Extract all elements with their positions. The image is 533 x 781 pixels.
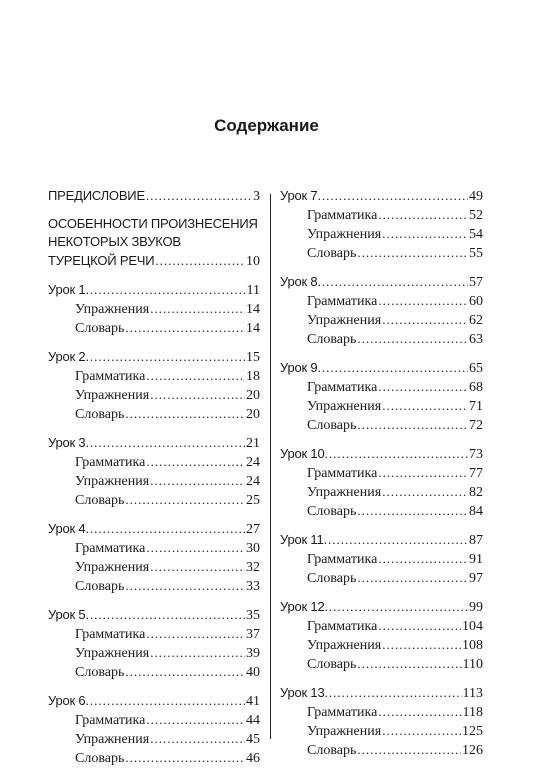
toc-entry-lesson[interactable] (48, 347, 260, 366)
toc-entry-label: Словарь (307, 332, 357, 347)
toc-page-number: 45 (246, 732, 260, 747)
toc-entry-sub[interactable] (280, 616, 483, 635)
toc-entry-label: Грамматика (307, 380, 378, 395)
toc-page-number: 27 (246, 522, 260, 537)
toc-entry-label: Упражнения (75, 388, 150, 403)
toc-entry-sub[interactable] (280, 635, 483, 654)
toc-entry-sub[interactable] (48, 538, 260, 557)
toc-entry-sub[interactable] (280, 377, 483, 396)
toc-entry-sub[interactable] (280, 702, 483, 721)
toc-page-number: 71 (469, 399, 483, 414)
toc-page-number: 110 (462, 657, 483, 672)
toc-entry-label: НЕКОТОРЫХ ЗВУКОВ (48, 234, 181, 249)
toc-entry-label: Словарь (75, 493, 125, 508)
toc-entry-label: Упражнения (307, 313, 382, 328)
toc-entry-label: Грамматика (307, 466, 378, 481)
toc-entry-sub[interactable] (280, 415, 483, 434)
leader-dots (90, 691, 245, 710)
leader-dots (146, 366, 245, 385)
toc-entry-label: Грамматика (307, 294, 378, 309)
toc-entry-sub[interactable] (48, 557, 260, 576)
toc-entry-lesson[interactable] (48, 691, 260, 710)
toc-page-number: 49 (469, 189, 483, 204)
toc-column-right (280, 186, 483, 769)
toc-lesson-block (280, 444, 483, 520)
toc-entry-label: Упражнения (75, 646, 150, 661)
leader-dots (378, 377, 468, 396)
toc-entry-label: Словарь (75, 579, 125, 594)
leader-dots (146, 624, 245, 643)
leader-dots (125, 748, 245, 767)
toc-page-number: 62 (469, 313, 483, 328)
toc-lesson-block (280, 358, 483, 434)
toc-page-number: 35 (246, 608, 260, 623)
toc-entry-sub[interactable] (280, 310, 483, 329)
toc-lesson-block (48, 280, 260, 337)
toc-entry-label: Упражнения (307, 485, 382, 500)
toc-entry-lesson[interactable] (48, 605, 260, 624)
toc-entry-label: Грамматика (75, 455, 146, 470)
toc-page-number: 91 (469, 552, 483, 567)
leader-dots (90, 433, 245, 452)
toc-entry-label: Урок 3. (48, 435, 89, 450)
toc-entry-sub[interactable] (280, 482, 483, 501)
toc-page-number: 18 (246, 369, 260, 384)
toc-page-number: 63 (469, 332, 483, 347)
toc-entry-sub[interactable] (48, 662, 260, 681)
leader-dots (357, 568, 468, 587)
toc-lesson-block (280, 683, 483, 759)
leader-dots (150, 729, 245, 748)
leader-dots (357, 243, 468, 262)
toc-page-number: 55 (469, 246, 483, 261)
leader-dots (378, 702, 461, 721)
leader-dots (378, 549, 468, 568)
toc-entry-sub[interactable] (48, 299, 260, 318)
toc-page-number: 126 (462, 743, 483, 758)
toc-page-number: 113 (462, 686, 483, 701)
toc-entry-label: Словарь (307, 246, 357, 261)
toc-entry-label: Грамматика (75, 541, 146, 556)
toc-entry-lesson[interactable] (48, 519, 260, 538)
toc-entry-sub[interactable] (280, 396, 483, 415)
toc-page-number: 46 (246, 751, 260, 766)
toc-page-number: 32 (246, 560, 260, 575)
toc-entry-lesson[interactable] (280, 186, 483, 205)
toc-entry-lesson[interactable] (280, 358, 483, 377)
toc-entry-label: Упражнения (307, 638, 382, 653)
leader-dots (90, 605, 245, 624)
toc-page-number: 40 (246, 665, 260, 680)
toc-entry-label: Урок 8. (280, 274, 321, 289)
toc-page-number: 41 (246, 694, 260, 709)
toc-page-number: 108 (462, 638, 483, 653)
leader-dots (322, 358, 468, 377)
leader-dots (382, 310, 468, 329)
toc-entry-lesson[interactable] (280, 444, 483, 463)
toc-entry-label: ТУРЕЦКОЙ РЕЧИ (48, 253, 155, 268)
toc-page-number: 37 (246, 627, 260, 642)
toc-entry-sub[interactable] (48, 748, 260, 767)
toc-page-number: 20 (246, 407, 260, 422)
toc-entry-label: Грамматика (75, 369, 146, 384)
leader-dots (378, 291, 468, 310)
toc-entry-sub[interactable] (48, 452, 260, 471)
toc-lesson-block (48, 605, 260, 681)
toc-page-number: 25 (246, 493, 260, 508)
toc-page-number: 24 (246, 455, 260, 470)
toc-entry-sub[interactable] (280, 224, 483, 243)
toc-entry-preface[interactable] (48, 186, 260, 205)
toc-page-number: 20 (246, 388, 260, 403)
leader-dots (382, 482, 468, 501)
toc-entry-label: Урок 12. (280, 599, 328, 614)
toc-entry-sub[interactable] (48, 624, 260, 643)
leader-dots (378, 205, 468, 224)
toc-page-number: 30 (246, 541, 260, 556)
toc-page-number: 82 (469, 485, 483, 500)
leader-dots (125, 318, 245, 337)
leader-dots (382, 635, 461, 654)
toc-entry-sub[interactable] (280, 568, 483, 587)
toc-entry-label: ОСОБЕННОСТИ ПРОИЗНЕСЕНИЯ (48, 216, 258, 231)
toc-entry-label: Словарь (75, 665, 125, 680)
toc-page-number: 52 (469, 208, 483, 223)
toc-entry-sub[interactable] (280, 654, 483, 673)
toc-entry-sub[interactable] (280, 243, 483, 262)
toc-entry-label: Урок 2. (48, 349, 89, 364)
toc-page-number: 33 (246, 579, 260, 594)
toc-page-number: 73 (469, 447, 483, 462)
toc-entry-label: Урок 6. (48, 693, 89, 708)
toc-entry-label: Словарь (75, 407, 125, 422)
leader-dots (146, 452, 245, 471)
leader-dots (382, 224, 468, 243)
leader-dots (322, 272, 468, 291)
toc-entry-label: Словарь (307, 571, 357, 586)
leader-dots (382, 396, 468, 415)
toc-entry-label: Словарь (307, 657, 357, 672)
toc-entry-label: Грамматика (75, 627, 146, 642)
toc-page-number: 44 (246, 713, 260, 728)
toc-page-number: 84 (469, 504, 483, 519)
toc-entry-label: Словарь (307, 743, 357, 758)
toc-page-number: 14 (246, 321, 260, 336)
leader-dots (382, 721, 461, 740)
toc-block-preface (48, 186, 260, 205)
toc-page-number: 15 (246, 350, 260, 365)
toc-page-number: 87 (469, 533, 483, 548)
leader-dots (146, 710, 245, 729)
toc-entry-sub[interactable] (48, 576, 260, 595)
toc-entry-label: Грамматика (307, 552, 378, 567)
toc-page-number: 77 (469, 466, 483, 481)
toc-page-number: 118 (462, 705, 483, 720)
toc-entry-sub[interactable] (48, 729, 260, 748)
leader-dots (90, 519, 245, 538)
toc-entry-label: Урок 5. (48, 607, 89, 622)
leader-dots (150, 299, 245, 318)
toc-entry-sub[interactable] (280, 721, 483, 740)
toc-entry-sub[interactable] (280, 549, 483, 568)
toc-page-number: 14 (246, 302, 260, 317)
toc-entry-sub[interactable] (280, 501, 483, 520)
leader-dots (357, 740, 461, 759)
toc-page-number: 97 (469, 571, 483, 586)
leader-dots (357, 654, 461, 673)
toc-entry-label: Грамматика (307, 208, 378, 223)
toc-entry-sub[interactable] (48, 710, 260, 729)
toc-page-number: 68 (469, 380, 483, 395)
leader-dots (146, 538, 245, 557)
toc-lesson-block (280, 597, 483, 673)
toc-entry-lesson[interactable] (280, 530, 483, 549)
toc-page-number: 57 (469, 275, 483, 290)
leader-dots (329, 597, 468, 616)
leader-dots (378, 463, 468, 482)
toc-entry-label: Упражнения (307, 227, 382, 242)
toc-page-number: 11 (246, 283, 260, 298)
toc-entry-label: Урок 11. (280, 532, 327, 547)
toc-entry-sub[interactable] (280, 329, 483, 348)
leader-dots (378, 616, 461, 635)
leader-dots (155, 251, 245, 270)
leader-dots (150, 471, 245, 490)
toc-lesson-block (48, 347, 260, 423)
toc-entry-label: Урок 13. (280, 685, 328, 700)
page-title: Содержание (214, 116, 319, 135)
toc-page-number: 125 (462, 724, 483, 739)
toc-entry-sub[interactable] (280, 291, 483, 310)
leader-dots (146, 186, 252, 205)
toc-page-number: 39 (246, 646, 260, 661)
toc-entry-label: Упражнения (307, 399, 382, 414)
toc-page-number: 60 (469, 294, 483, 309)
leader-dots (328, 530, 468, 549)
leader-dots (357, 329, 468, 348)
toc-lesson-block (280, 272, 483, 348)
toc-entry-pronunciation[interactable] (48, 215, 260, 270)
toc-entry-lesson[interactable] (48, 280, 260, 299)
toc-entry-label: Упражнения (75, 302, 150, 317)
toc-entry-label: Грамматика (307, 619, 378, 634)
toc-page-number: 99 (469, 600, 483, 615)
toc-entry-label: Упражнения (307, 724, 382, 739)
toc-lesson-block (280, 186, 483, 262)
toc-lesson-block (48, 691, 260, 767)
toc-page-number: 72 (469, 418, 483, 433)
leader-dots (125, 490, 245, 509)
toc-entry-sub[interactable] (280, 740, 483, 759)
leader-dots (357, 415, 468, 434)
column-divider (270, 194, 271, 739)
toc-page-number: 10 (246, 254, 260, 269)
toc-page-number: 104 (462, 619, 483, 634)
toc-entry-label: Словарь (75, 751, 125, 766)
toc-entry-label: Урок 10. (280, 446, 328, 461)
toc-entry-sub[interactable] (48, 404, 260, 423)
toc-page-number: 3 (253, 189, 260, 204)
toc-entry-row (48, 251, 260, 270)
toc-entry-lesson[interactable] (280, 272, 483, 291)
leader-dots (357, 501, 468, 520)
toc-entry-label: Урок 7. (280, 188, 321, 203)
toc-entry-label: Словарь (75, 321, 125, 336)
leader-dots (150, 557, 245, 576)
leader-dots (125, 404, 245, 423)
toc-entry-label: Словарь (307, 418, 357, 433)
toc-entry-lesson[interactable] (280, 683, 483, 702)
toc-entry-label: Урок 4. (48, 521, 89, 536)
toc-entry-label: ПРЕДИСЛОВИЕ (48, 188, 145, 203)
toc-entry-sub[interactable] (48, 643, 260, 662)
toc-entry-sub[interactable] (280, 205, 483, 224)
toc-page-number: 21 (246, 436, 260, 451)
toc-lesson-block (48, 519, 260, 595)
toc-page-number: 54 (469, 227, 483, 242)
toc-entry-label: Урок 9. (280, 360, 321, 375)
toc-entry-lesson[interactable] (280, 597, 483, 616)
leader-dots (90, 280, 246, 299)
toc-page-number: 65 (469, 361, 483, 376)
toc-entry-label: Урок 1. (48, 282, 89, 297)
leader-dots (150, 643, 245, 662)
toc-entry-sub[interactable] (48, 490, 260, 509)
leader-dots (150, 385, 245, 404)
leader-dots (329, 683, 462, 702)
leader-dots (329, 444, 468, 463)
toc-entry-sub[interactable] (48, 318, 260, 337)
toc-page-number: 24 (246, 474, 260, 489)
toc-entry-sub[interactable] (48, 366, 260, 385)
toc-entry-sub[interactable] (48, 471, 260, 490)
toc-column-left (48, 186, 260, 777)
leader-dots (125, 662, 245, 681)
toc-entry-label: Грамматика (75, 713, 146, 728)
leader-dots (90, 347, 245, 366)
toc-entry-label: Словарь (307, 504, 357, 519)
toc-entry-label: Грамматика (307, 705, 378, 720)
toc-entry-sub[interactable] (48, 385, 260, 404)
toc-entry-lesson[interactable] (48, 433, 260, 452)
toc-lesson-block (48, 433, 260, 509)
toc-entry-label: Упражнения (75, 732, 150, 747)
toc-entry-label: Упражнения (75, 560, 150, 575)
toc-lesson-block (280, 530, 483, 587)
toc-entry-label: Упражнения (75, 474, 150, 489)
leader-dots (322, 186, 468, 205)
toc-entry-sub[interactable] (280, 463, 483, 482)
leader-dots (125, 576, 245, 595)
